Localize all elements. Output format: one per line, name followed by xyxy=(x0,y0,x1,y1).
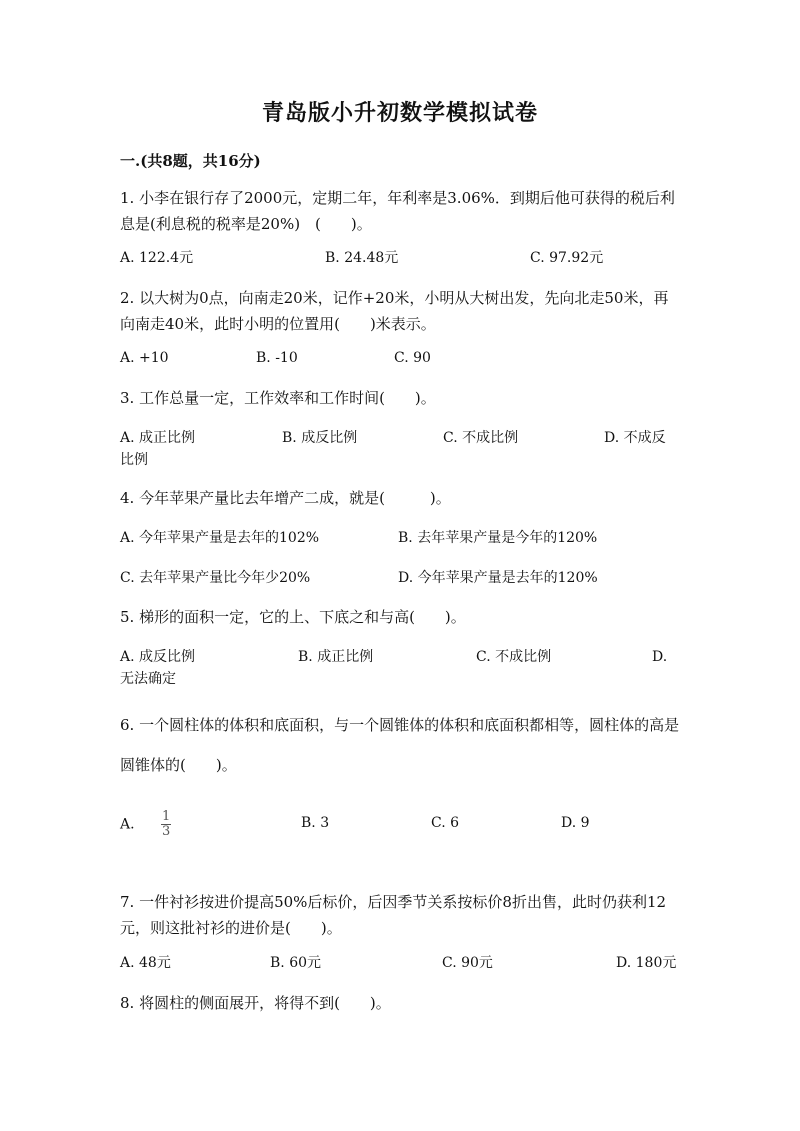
option-d[interactable]: D. 9 xyxy=(561,815,590,831)
option-d[interactable]: D. 今年苹果产量是去年的120% xyxy=(398,570,598,586)
question-3: 3. 工作总量一定，工作效率和工作时间( )。 xyxy=(120,389,436,407)
question-2: 2. 以大树为0点，向南走20米，记作+20米，小明从大树出发，先向北走50米，再向南走40米，此时小明的位置用( )米表示。 xyxy=(120,289,669,333)
option-c[interactable]: C. 6 xyxy=(431,815,460,831)
option-d-continuation: 比例 xyxy=(120,452,148,468)
option-d[interactable]: D. xyxy=(652,649,668,665)
option-c[interactable]: C. 97.92元 xyxy=(530,250,604,266)
option-b[interactable]: B. 3 xyxy=(301,815,330,831)
option-c[interactable]: C. 去年苹果产量比今年少20% xyxy=(120,570,311,586)
option-a-label: A. xyxy=(120,816,135,833)
option-c[interactable]: C. 不成比例 xyxy=(476,649,552,665)
question-1-options xyxy=(120,245,680,271)
fraction-denominator: 3 xyxy=(162,824,171,839)
option-a[interactable]: A. 成正比例 xyxy=(120,430,196,446)
option-a[interactable]: A. 成反比例 xyxy=(120,649,196,665)
question-2-options xyxy=(120,345,680,371)
question-3-options xyxy=(120,425,680,451)
page-title: 青岛版小升初数学模拟试卷 xyxy=(261,100,538,126)
question-4-options-row2 xyxy=(120,565,680,591)
question-7-options xyxy=(120,950,680,976)
fraction-one-third xyxy=(161,810,171,839)
question-8: 8. 将圆柱的侧面展开，将得不到( )。 xyxy=(120,994,391,1012)
option-c[interactable]: C. 90元 xyxy=(442,955,493,971)
option-a[interactable]: A. 今年苹果产量是去年的102% xyxy=(120,530,320,546)
question-1: 1. 小李在银行存了2000元，定期二年，年利率是3.06%．到期后他可获得的税后利息是(利息税的税率是20%) ( )。 xyxy=(120,189,675,233)
option-a[interactable] xyxy=(120,810,171,839)
option-b[interactable]: B. 60元 xyxy=(270,955,322,971)
option-b[interactable]: B. 成正比例 xyxy=(298,649,374,665)
option-b[interactable]: B. 24.48元 xyxy=(325,250,399,266)
question-6-options xyxy=(120,809,680,839)
question-7: 7. 一件衬衫按进价提高50%后标价，后因季节关系按标价8折出售，此时仍获利12元，则这批衬衫的进价是( )。 xyxy=(120,893,667,937)
option-b[interactable]: B. 成反比例 xyxy=(282,430,358,446)
option-a[interactable]: A. 122.4元 xyxy=(120,250,194,266)
option-a[interactable]: A. +10 xyxy=(120,350,169,366)
option-b[interactable]: B. -10 xyxy=(256,350,298,366)
question-5: 5. 梯形的面积一定，它的上、下底之和与高( )。 xyxy=(120,608,466,626)
section-heading: 一.(共8题，共16分) xyxy=(120,152,261,170)
question-5-options xyxy=(120,644,680,670)
question-4: 4. 今年苹果产量比去年增产二成，就是( )。 xyxy=(120,489,451,507)
fraction-numerator: 1 xyxy=(162,809,171,824)
option-a[interactable]: A. 48元 xyxy=(120,955,171,971)
option-b[interactable]: B. 去年苹果产量是今年的120% xyxy=(398,530,598,546)
option-d-continuation: 无法确定 xyxy=(120,671,176,687)
option-d[interactable]: D. 不成反 xyxy=(604,430,666,446)
option-c[interactable]: C. 90 xyxy=(394,350,431,366)
question-6: 6. 一个圆柱体的体积和底面积，与一个圆锥体的体积和底面积都相等，圆柱体的高是圆锥体的( )。 xyxy=(120,716,680,774)
option-c[interactable]: C. 不成比例 xyxy=(443,430,519,446)
option-d[interactable]: D. 180元 xyxy=(616,955,677,971)
question-4-options-row1 xyxy=(120,525,680,551)
